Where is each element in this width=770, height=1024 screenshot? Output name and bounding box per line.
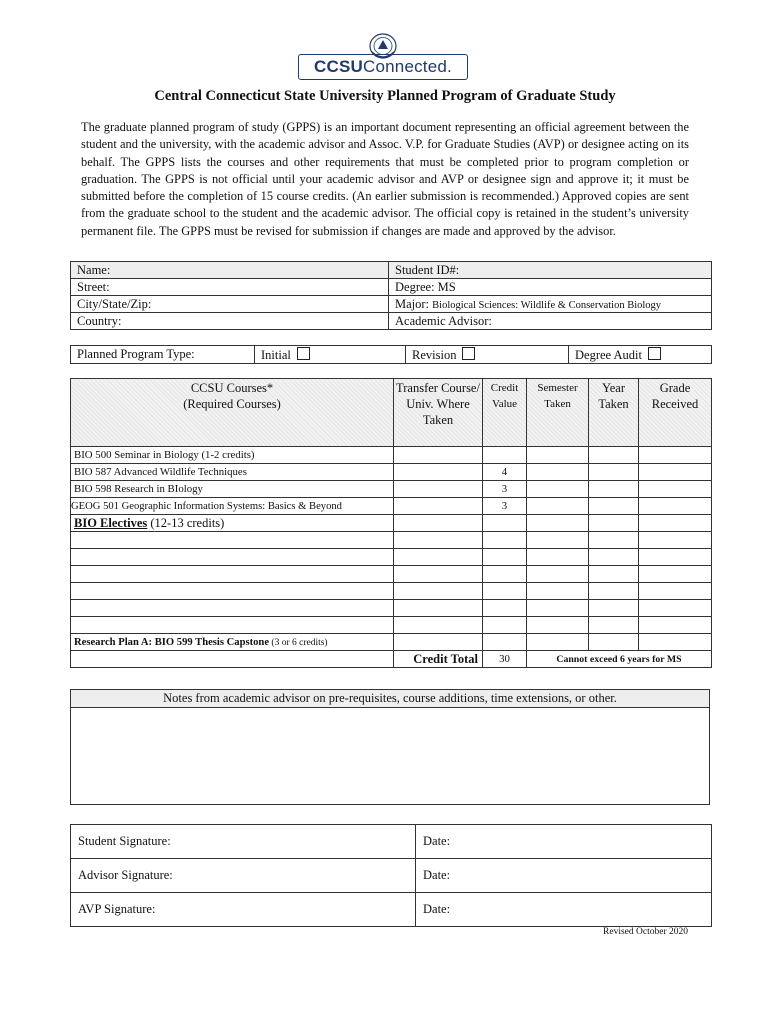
course-name: BIO 500 Seminar in Biology (1-2 credits) [71, 447, 394, 464]
time-limit-note: Cannot exceed 6 years for MS [527, 651, 712, 668]
course-name: GEOG 501 Geographic Information Systems: Basics & Beyond [71, 498, 394, 515]
courses-table [70, 378, 712, 668]
program-type-label: Planned Program Type: [71, 346, 255, 364]
logo-wordmark: CCSU Connected. [298, 54, 468, 80]
initial-checkbox[interactable] [297, 347, 310, 360]
academic-advisor-field[interactable]: Academic Advisor: [389, 313, 712, 330]
major-label: Major: [395, 296, 430, 311]
course-name: BIO 598 Research in BIology [71, 481, 394, 498]
avp-signature-field[interactable]: AVP Signature: [71, 893, 416, 927]
signatures-table [70, 824, 712, 927]
credit-total-row [71, 651, 712, 668]
electives-label: BIO Electives (12-13 credits) [71, 515, 394, 532]
major-field[interactable] [389, 296, 712, 313]
table-row [71, 481, 712, 498]
notes-input[interactable] [71, 708, 709, 804]
capstone-label: Research Plan A: BIO 599 Thesis Capstone (3 or 6 credits) [71, 634, 394, 651]
advisor-date-field[interactable]: Date: [416, 859, 712, 893]
option-initial[interactable]: Initial [255, 346, 406, 364]
student-date-field[interactable]: Date: [416, 825, 712, 859]
header-transfer: Transfer Course/ Univ. Where Taken [394, 379, 483, 447]
table-row [71, 498, 712, 515]
table-row [71, 600, 712, 617]
city-state-zip-field[interactable]: City/State/Zip: [71, 296, 389, 313]
table-row [71, 617, 712, 634]
table-row [71, 532, 712, 549]
student-signature-field[interactable]: Student Signature: [71, 825, 416, 859]
intro-paragraph: The graduate planned program of study (GPPS) is an important document representing an official agreement between the student and the university, with the academic advisor and Assoc. V.P. for Graduate Studies (AVP) or designee acting on its behalf. The GPPS lists the courses and other requirements that must be completed prior to program completion or graduation. The GPPS is not official until your academic advisor and AVP or designee sign and approve it; it must be submitted before the completion of 15 course credits. (An earlier submission is recommended.) Approved copies are sent from the graduate school to the student and the academic advisor. The official copy is retained in the student’s university permanent file. The GPPS must be revised for submission if changes are made and approved by the advisor. [81, 120, 689, 238]
capstone-row [71, 634, 712, 651]
option-degree-audit[interactable]: Degree Audit [569, 346, 712, 364]
page-title: Central Connecticut State University Planned Program of Graduate Study [154, 88, 616, 104]
header-grade: Grade Received [639, 379, 712, 447]
header-semester: Semester Taken [527, 379, 589, 447]
header-credit: Credit Value [483, 379, 527, 447]
course-name: BIO 587 Advanced Wildlife Techniques [71, 464, 394, 481]
table-row [71, 583, 712, 600]
table-row [71, 566, 712, 583]
advisor-signature-field[interactable]: Advisor Signature: [71, 859, 416, 893]
student-info-table [70, 261, 712, 330]
revision-checkbox[interactable] [462, 347, 475, 360]
option-revision[interactable]: Revision [406, 346, 569, 364]
table-row [71, 447, 712, 464]
advisor-notes-box [70, 689, 710, 805]
major-value: Biological Sciences: Wildlife & Conservation Biology [432, 299, 662, 311]
degree-field[interactable]: Degree: MS [389, 279, 712, 296]
table-row [71, 464, 712, 481]
header-ccsu-courses: CCSU Courses* (Required Courses) [71, 379, 394, 447]
credit-value[interactable]: 4 [483, 464, 527, 481]
planned-program-type-table [70, 345, 712, 364]
ccsu-logo [298, 32, 470, 82]
electives-row [71, 515, 712, 532]
country-field[interactable]: Country: [71, 313, 389, 330]
credit-value[interactable]: 3 [483, 481, 527, 498]
table-row [71, 549, 712, 566]
degree-audit-checkbox[interactable] [648, 347, 661, 360]
student-id-field[interactable]: Student ID#: [389, 262, 712, 279]
credit-value[interactable] [483, 447, 527, 464]
name-field[interactable]: Name: [71, 262, 389, 279]
avp-date-field[interactable]: Date: [416, 893, 712, 927]
credit-total-value: 30 [483, 651, 527, 668]
header-year: Year Taken [589, 379, 639, 447]
revision-date: Revised October 2020 [603, 927, 688, 937]
notes-heading: Notes from academic advisor on pre-requisites, course additions, time extensions, or other. [71, 690, 709, 708]
street-field[interactable]: Street: [71, 279, 389, 296]
credit-total-label: Credit Total [394, 651, 483, 668]
credit-value[interactable]: 3 [483, 498, 527, 515]
